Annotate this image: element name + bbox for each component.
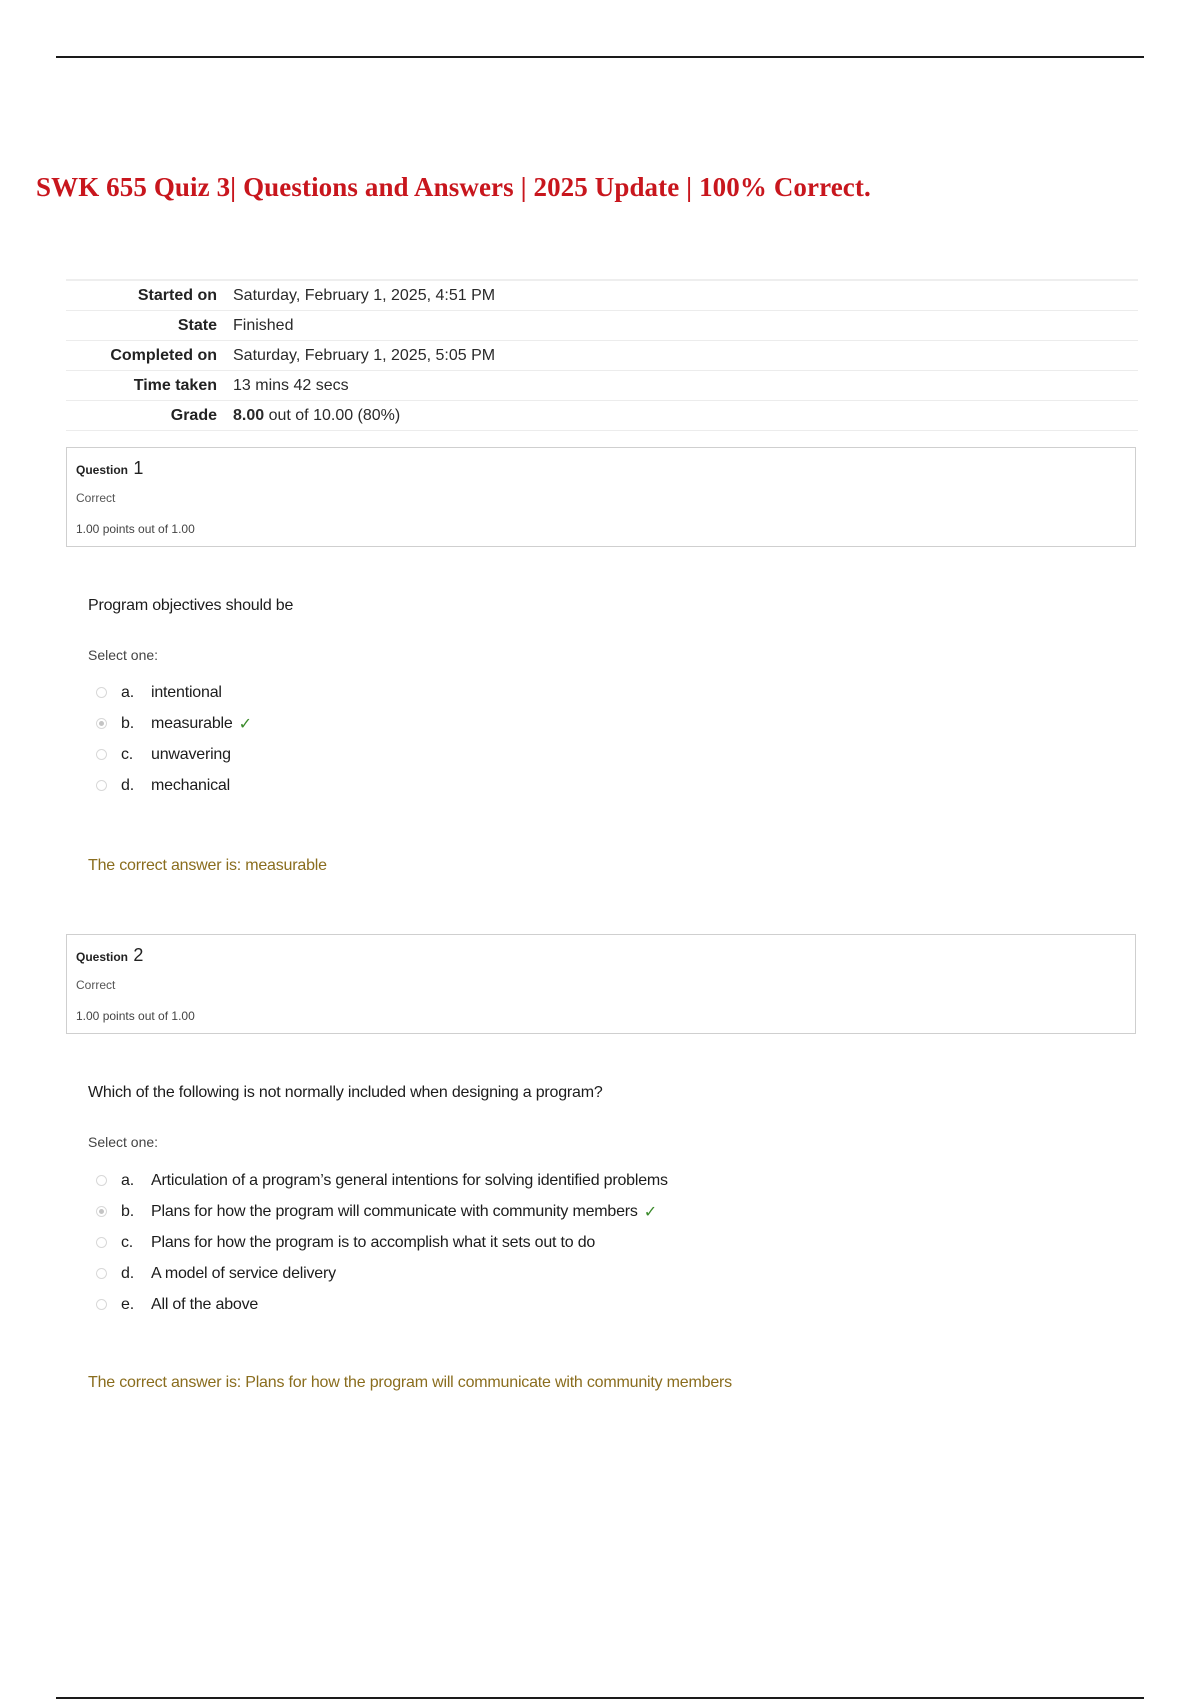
answer-list [96, 677, 252, 801]
summary-label: Time taken [133, 376, 217, 394]
summary-value: Saturday, February 1, 2025, 5:05 PM [233, 346, 496, 364]
answer-letter: d. [121, 776, 134, 794]
check-icon: ✓ [643, 1203, 657, 1221]
answer-letter: c. [121, 745, 134, 763]
radio-button[interactable] [96, 749, 107, 760]
answer-option-selected[interactable] [96, 1196, 668, 1227]
question-label: Question [76, 950, 129, 964]
check-icon: ✓ [238, 715, 252, 733]
question-grade: 1.00 points out of 1.00 [76, 522, 195, 536]
question-info-box [66, 934, 1136, 1034]
answer-option[interactable] [96, 739, 252, 770]
radio-button[interactable] [96, 1175, 107, 1186]
summary-value [233, 407, 400, 425]
answer-option[interactable] [96, 1227, 668, 1258]
summary-label: Started on [137, 286, 217, 304]
question-state: Correct [76, 978, 116, 992]
answer-letter: b. [121, 1202, 134, 1220]
radio-button[interactable] [96, 1299, 107, 1310]
radio-button[interactable] [96, 1237, 107, 1248]
answer-option[interactable] [96, 1289, 668, 1320]
grade-value: 8.00 [233, 406, 265, 424]
answer-text: Articulation of a program’s general intentions for solving identified problems [151, 1171, 668, 1189]
answer-list [96, 1165, 668, 1320]
answer-text: unwavering [151, 745, 231, 763]
summary-row-time-taken [66, 370, 1138, 400]
question-number-value: 1 [133, 458, 144, 478]
answer-text: Plans for how the program is to accomplish what it sets out to do [151, 1233, 596, 1251]
correct-answer-feedback: The correct answer is: Plans for how the program will communicate with community members [88, 1374, 732, 1391]
answer-letter: b. [121, 714, 134, 732]
summary-label: State [177, 316, 217, 334]
question-text: Which of the following is not normally included when designing a program? [88, 1084, 603, 1101]
summary-row-completed [66, 340, 1138, 370]
select-one-prompt: Select one: [88, 647, 159, 663]
question-label: Question [76, 463, 129, 477]
radio-button-checked[interactable] [96, 718, 107, 729]
bottom-rule [56, 1697, 1144, 1699]
question-state: Correct [76, 491, 116, 505]
answer-letter: e. [121, 1295, 134, 1313]
answer-letter: c. [121, 1233, 134, 1251]
answer-text: A model of service delivery [151, 1264, 336, 1282]
summary-row-started [66, 279, 1138, 310]
answer-option-selected[interactable] [96, 708, 252, 739]
answer-text: measurable [151, 714, 233, 732]
answer-text: intentional [151, 683, 222, 701]
answer-option[interactable] [96, 1165, 668, 1196]
question-number [76, 945, 143, 966]
radio-button[interactable] [96, 1268, 107, 1279]
summary-value: Saturday, February 1, 2025, 4:51 PM [233, 286, 496, 304]
question-number-value: 2 [133, 945, 144, 965]
radio-button[interactable] [96, 687, 107, 698]
question-number [76, 458, 143, 479]
answer-option[interactable] [96, 1258, 668, 1289]
answer-option[interactable] [96, 770, 252, 801]
question-info-box [66, 447, 1136, 547]
summary-value: 13 mins 42 secs [233, 376, 349, 394]
answer-letter: a. [121, 683, 134, 701]
top-rule [56, 56, 1144, 58]
correct-answer-feedback: The correct answer is: measurable [88, 857, 327, 874]
summary-label: Completed on [110, 346, 217, 364]
summary-row-state [66, 310, 1138, 340]
radio-button[interactable] [96, 780, 107, 791]
attempt-summary-table [66, 279, 1138, 431]
answer-text: Plans for how the program will communicate with community members [151, 1202, 638, 1220]
question-grade: 1.00 points out of 1.00 [76, 1009, 195, 1023]
document-title: SWK 655 Quiz 3| Questions and Answers | 2025 Update | 100% Correct. [36, 172, 871, 202]
select-one-prompt: Select one: [88, 1134, 159, 1150]
answer-option[interactable] [96, 677, 252, 708]
answer-text: All of the above [151, 1295, 259, 1313]
summary-value: Finished [233, 316, 294, 334]
grade-out-of: out of 10.00 (80%) [268, 406, 401, 424]
answer-letter: d. [121, 1264, 134, 1282]
radio-button-checked[interactable] [96, 1206, 107, 1217]
answer-letter: a. [121, 1171, 134, 1189]
answer-text: mechanical [151, 776, 230, 794]
summary-row-grade [66, 400, 1138, 431]
summary-label: Grade [170, 406, 217, 424]
question-text: Program objectives should be [88, 597, 294, 614]
